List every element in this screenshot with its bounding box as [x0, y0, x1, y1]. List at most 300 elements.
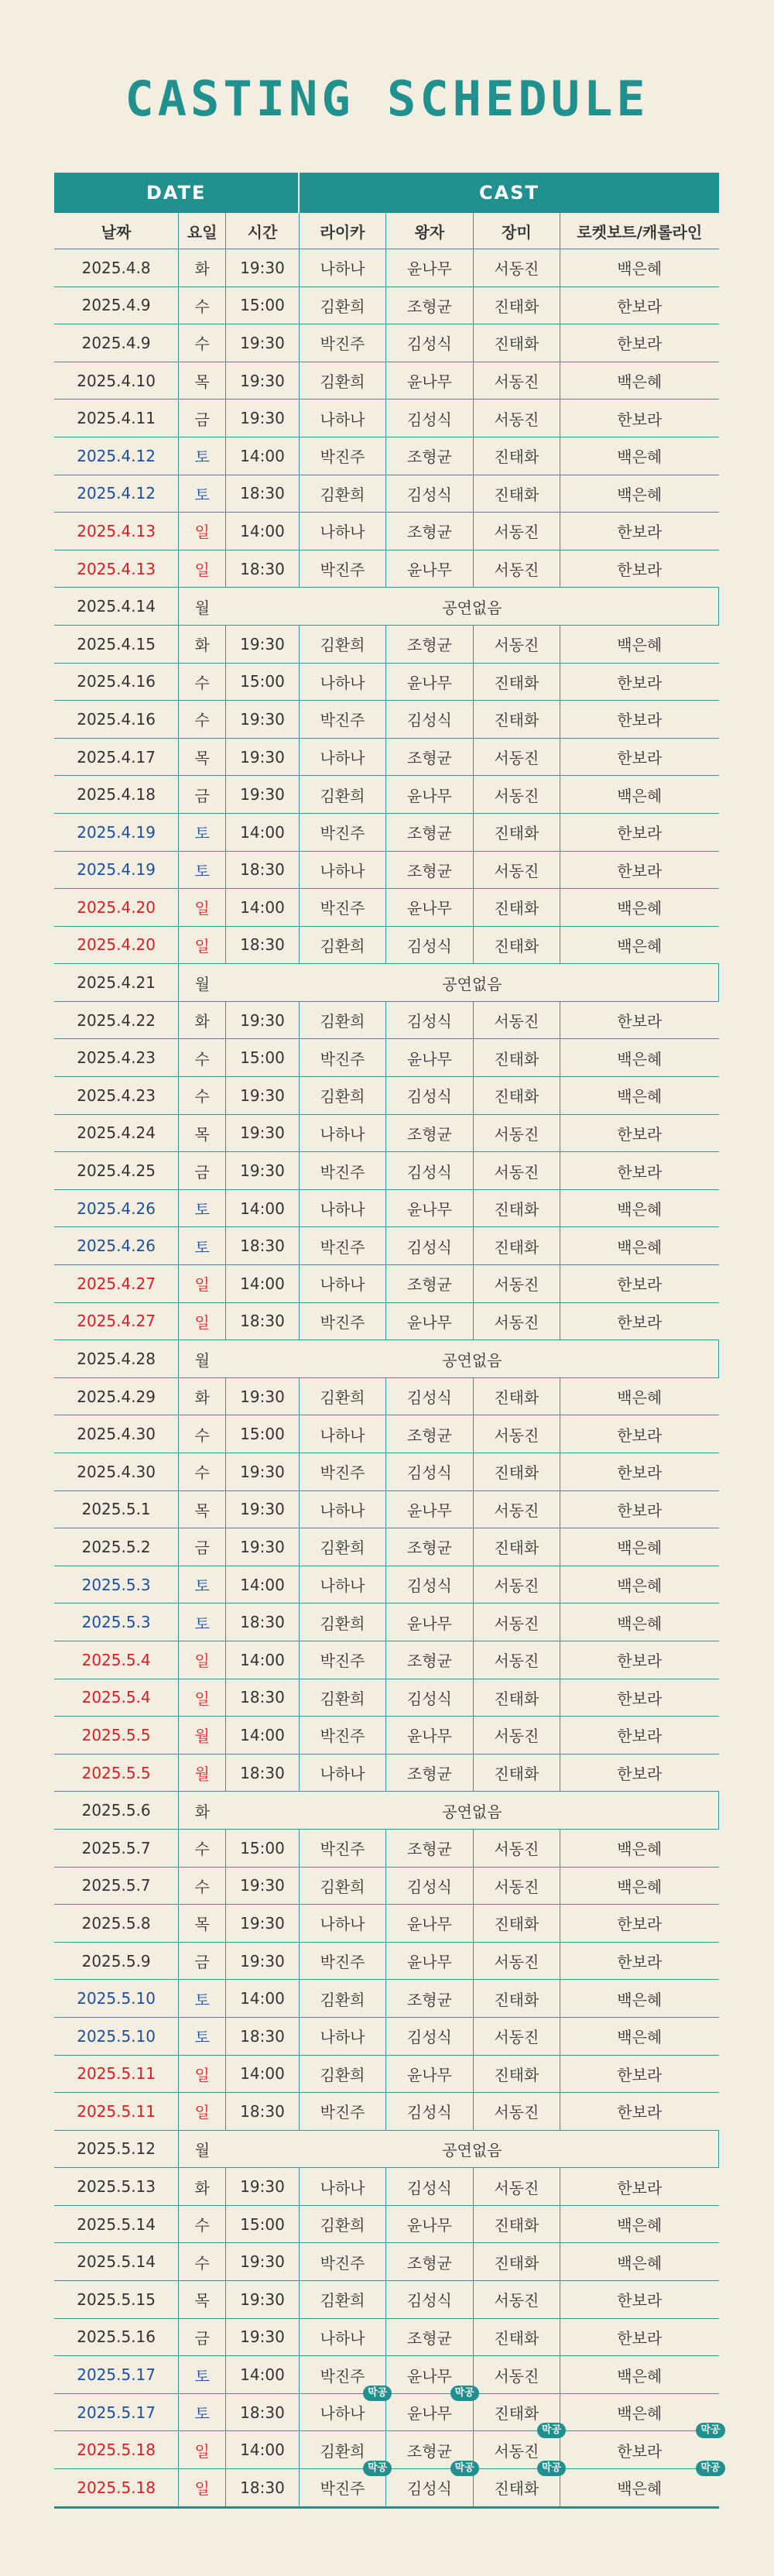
- day-cell: 일: [179, 513, 226, 551]
- cast-name: 서동진: [494, 1877, 539, 1896]
- time-cell: 19:30: [226, 2281, 300, 2319]
- cast-name: 나하나: [320, 2404, 365, 2423]
- final-show-badge: 막공: [696, 2461, 724, 2476]
- cast-cell-laika: [299, 1039, 385, 1077]
- time-cell: 19:30: [226, 400, 300, 437]
- cast-name: 김성식: [406, 711, 452, 730]
- cast-name: 박진주: [320, 448, 365, 467]
- cast-name: 나하나: [320, 2028, 365, 2047]
- schedule-row: [54, 1641, 719, 1679]
- cast-cell-rose: [473, 550, 560, 588]
- cast-name: 백은혜: [617, 1087, 663, 1106]
- cast-cell-laika: [299, 2093, 385, 2131]
- day-cell: 일: [179, 2431, 226, 2469]
- cast-name: 진태화: [494, 2404, 539, 2423]
- time-cell: 18:30: [226, 550, 300, 588]
- cast-name: 김환희: [320, 1877, 365, 1896]
- cast-name: 박진주: [320, 2253, 365, 2272]
- date-cell: 2025.5.3: [54, 1604, 179, 1641]
- date-cell: 2025.4.13: [54, 550, 179, 588]
- cast-cell-prince: [386, 1528, 473, 1566]
- cast-name: 박진주: [320, 334, 365, 354]
- cast-name: 박진주: [320, 1463, 365, 1483]
- date-cell: 2025.5.13: [54, 2168, 179, 2206]
- date-cell: 2025.5.12: [54, 2130, 179, 2168]
- cast-name: 백은혜: [617, 2479, 663, 2499]
- cast-cell-rose: [473, 1490, 560, 1528]
- cast-cell-rocketboat-caroline: [560, 2017, 719, 2055]
- day-cell: 금: [179, 1942, 226, 1980]
- cast-name: 윤나무: [406, 2366, 452, 2386]
- cast-cell-rose: [473, 1415, 560, 1453]
- cast-cell-laika: [299, 2243, 385, 2281]
- schedule-row: [54, 362, 719, 400]
- day-cell: 수: [179, 663, 226, 701]
- date-cell: 2025.5.18: [54, 2469, 179, 2508]
- cast-cell-rose: [473, 249, 560, 287]
- date-cell: 2025.5.3: [54, 1566, 179, 1604]
- no-show-cell: 공연없음: [226, 588, 719, 626]
- cast-name: 한보라: [617, 673, 663, 692]
- no-show-cell: 공연없음: [226, 1340, 719, 1378]
- cast-name: 김성식: [406, 1463, 452, 1483]
- cast-cell-rocketboat-caroline: [560, 2281, 719, 2319]
- cast-name: 나하나: [320, 1765, 365, 1784]
- cast-cell-rocketboat-caroline: [560, 1152, 719, 1190]
- cast-name: 백은혜: [617, 2216, 663, 2235]
- cast-name: 조형균: [406, 1990, 452, 2009]
- date-cell: 2025.4.19: [54, 813, 179, 851]
- cast-name: 윤나무: [406, 2404, 452, 2423]
- cast-name: 서동진: [494, 1953, 539, 1972]
- day-cell: 월: [179, 588, 226, 626]
- cast-cell-rose: [473, 1717, 560, 1754]
- day-cell: 수: [179, 1829, 226, 1867]
- cast-name: 진태화: [494, 448, 539, 467]
- cast-cell-laika: [299, 1189, 385, 1227]
- day-cell: 일: [179, 2093, 226, 2131]
- cast-name: 서동진: [494, 1652, 539, 1671]
- cast-name: 백은혜: [617, 1200, 663, 1219]
- cast-cell-rose: [473, 1905, 560, 1943]
- cast-cell-laika: [299, 1077, 385, 1115]
- schedule-row: [54, 2318, 719, 2356]
- final-show-badge: 막공: [537, 2423, 566, 2438]
- schedule-row: [54, 1604, 719, 1641]
- date-cell: 2025.4.26: [54, 1227, 179, 1265]
- cast-name: 한보라: [617, 1312, 663, 1332]
- schedule-row: [54, 1942, 719, 1980]
- cast-name: 윤나무: [406, 1200, 452, 1219]
- cast-name: 백은혜: [617, 1538, 663, 1558]
- cast-name: 김환희: [320, 297, 365, 316]
- cast-cell-rose: [473, 1001, 560, 1039]
- cast-cell-rose: [473, 1829, 560, 1867]
- cast-name: 나하나: [320, 1576, 365, 1596]
- day-cell: 토: [179, 437, 226, 475]
- cast-name: 김성식: [406, 1012, 452, 1031]
- cast-name: 조형균: [406, 749, 452, 768]
- day-cell: 토: [179, 1604, 226, 1641]
- schedule-row: [54, 1717, 719, 1754]
- cast-name: 김성식: [406, 2103, 452, 2122]
- cast-name: 윤나무: [406, 1953, 452, 1972]
- cast-name: 윤나무: [406, 372, 452, 392]
- time-cell: 19:30: [226, 1490, 300, 1528]
- cast-name: 진태화: [494, 1990, 539, 2009]
- schedule-row: [54, 324, 719, 362]
- cast-name: 진태화: [494, 1237, 539, 1257]
- cast-name: 김성식: [406, 2178, 452, 2197]
- schedule-row: [54, 1867, 719, 1905]
- date-cell: 2025.4.12: [54, 475, 179, 513]
- cast-name: 윤나무: [406, 1915, 452, 1934]
- cast-name: 서동진: [494, 2178, 539, 2197]
- date-cell: 2025.4.16: [54, 701, 179, 739]
- cast-name: 김환희: [320, 936, 365, 955]
- schedule-row: [54, 1302, 719, 1340]
- cast-cell-laika: [299, 324, 385, 362]
- cast-name: 조형균: [406, 1652, 452, 1671]
- date-cell: 2025.5.15: [54, 2281, 179, 2319]
- date-cell: 2025.4.13: [54, 513, 179, 551]
- cast-name: 박진주: [320, 1049, 365, 1068]
- cast-name: 백은혜: [617, 1840, 663, 1859]
- cast-cell-prince: [386, 1679, 473, 1717]
- time-cell: 19:30: [226, 1152, 300, 1190]
- cast-cell-prince: [386, 1641, 473, 1679]
- column-header-laika: 라이카: [299, 213, 385, 249]
- time-cell: 18:30: [226, 926, 300, 964]
- time-cell: 19:30: [226, 2168, 300, 2206]
- cast-name: 나하나: [320, 523, 365, 542]
- cast-cell-prince: [386, 550, 473, 588]
- cast-cell-prince: [386, 851, 473, 889]
- schedule-row: [54, 286, 719, 324]
- cast-name: 조형균: [406, 2441, 452, 2461]
- cast-name: 김환희: [320, 372, 365, 392]
- cast-name: 진태화: [494, 1049, 539, 1068]
- cast-cell-prince: [386, 1377, 473, 1415]
- day-cell: 금: [179, 1528, 226, 1566]
- cast-name: 나하나: [320, 1915, 365, 1934]
- schedule-row: [54, 1754, 719, 1792]
- time-cell: 14:00: [226, 813, 300, 851]
- cast-cell-laika: [299, 926, 385, 964]
- schedule-row: [54, 776, 719, 814]
- cast-name: 김성식: [406, 2291, 452, 2310]
- cast-cell-rocketboat-caroline: [560, 1754, 719, 1792]
- final-show-badge: 막공: [537, 2461, 566, 2476]
- cast-cell-prince: [386, 2386, 474, 2431]
- cast-cell-rose: [473, 437, 560, 475]
- date-cell: 2025.4.8: [54, 249, 179, 287]
- day-cell: 수: [179, 286, 226, 324]
- day-cell: 수: [179, 1039, 226, 1077]
- date-cell: 2025.5.5: [54, 1754, 179, 1792]
- cast-name: 김성식: [406, 936, 452, 955]
- day-cell: 토: [179, 1189, 226, 1227]
- cast-cell-rocketboat-caroline: [560, 362, 719, 400]
- date-cell: 2025.5.11: [54, 2055, 179, 2093]
- cast-name: 백은혜: [617, 485, 663, 504]
- cast-name: 윤나무: [406, 2216, 452, 2235]
- day-cell: 일: [179, 550, 226, 588]
- cast-name: 조형균: [406, 1765, 452, 1784]
- cast-name: 나하나: [320, 861, 365, 880]
- time-cell: 15:00: [226, 1829, 300, 1867]
- date-cell: 2025.4.21: [54, 964, 179, 1002]
- time-cell: 19:30: [226, 324, 300, 362]
- column-header-day: 요일: [179, 213, 226, 249]
- schedule-row: [54, 663, 719, 701]
- cast-cell-laika: [299, 1905, 385, 1943]
- cast-name: 서동진: [494, 2291, 539, 2310]
- cast-cell-rocketboat-caroline: [560, 400, 719, 437]
- day-cell: 목: [179, 1905, 226, 1943]
- no-show-cell: 공연없음: [226, 1792, 719, 1830]
- date-cell: 2025.4.18: [54, 776, 179, 814]
- cast-cell-rocketboat-caroline: [560, 1829, 719, 1867]
- cast-name: 백은혜: [617, 448, 663, 467]
- cast-name: 나하나: [320, 1200, 365, 1219]
- schedule-row: [54, 964, 719, 1002]
- cast-cell-prince: [386, 437, 473, 475]
- cast-name: 나하나: [320, 410, 365, 429]
- cast-cell-rocketboat-caroline: [560, 324, 719, 362]
- time-cell: 15:00: [226, 2205, 300, 2243]
- schedule-row: [54, 2130, 719, 2168]
- cast-name: 윤나무: [406, 673, 452, 692]
- schedule-row: [54, 550, 719, 588]
- schedule-row: [54, 926, 719, 964]
- schedule-row: [54, 249, 719, 287]
- date-cell: 2025.4.25: [54, 1152, 179, 1190]
- cast-cell-rocketboat-caroline: [560, 663, 719, 701]
- cast-cell-laika: [299, 1980, 385, 2018]
- cast-cell-laika: [299, 851, 385, 889]
- column-header-date: 날짜: [54, 213, 179, 249]
- day-cell: 목: [179, 1490, 226, 1528]
- day-cell: 월: [179, 1340, 226, 1378]
- time-cell: 18:30: [226, 475, 300, 513]
- cast-name: 백은혜: [617, 1049, 663, 1068]
- day-cell: 월: [179, 1754, 226, 1792]
- cast-name: 김환희: [320, 1012, 365, 1031]
- day-cell: 목: [179, 2281, 226, 2319]
- cast-cell-laika: [299, 738, 385, 776]
- cast-cell-prince: [386, 2168, 473, 2206]
- cast-name: 김성식: [406, 1087, 452, 1106]
- cast-name: 서동진: [494, 1576, 539, 1596]
- cast-name: 김성식: [406, 2479, 452, 2499]
- cast-name: 백은혜: [617, 2404, 663, 2423]
- date-cell: 2025.5.7: [54, 1867, 179, 1905]
- cast-cell-prince: [386, 1942, 473, 1980]
- cast-name: 박진주: [320, 1840, 365, 1859]
- time-cell: 19:30: [226, 1114, 300, 1152]
- day-cell: 월: [179, 2130, 226, 2168]
- cast-name: 서동진: [494, 2028, 539, 2047]
- cast-cell-laika: [299, 2386, 388, 2431]
- cast-name: 진태화: [494, 2253, 539, 2272]
- cast-name: 백은혜: [617, 786, 663, 805]
- date-cell: 2025.4.30: [54, 1453, 179, 1491]
- date-cell: 2025.5.8: [54, 1905, 179, 1943]
- cast-cell-laika: [299, 2055, 385, 2093]
- time-cell: 15:00: [226, 1415, 300, 1453]
- cast-name: 진태화: [494, 899, 539, 918]
- time-cell: 19:30: [226, 1453, 300, 1491]
- day-cell: 토: [179, 2393, 226, 2431]
- cast-name: 한보라: [617, 2103, 663, 2122]
- cast-name: 김환희: [320, 1614, 365, 1633]
- cast-cell-prince: [386, 1980, 473, 2018]
- cast-name: 김환희: [320, 636, 365, 655]
- cast-name: 조형균: [406, 523, 452, 542]
- cast-cell-prince: [386, 1227, 473, 1265]
- cast-name: 한보라: [617, 1463, 663, 1483]
- cast-name: 진태화: [494, 2216, 539, 2235]
- schedule-row: [54, 2243, 719, 2281]
- day-cell: 금: [179, 2318, 226, 2356]
- cast-cell-rocketboat-caroline: [560, 1980, 719, 2018]
- date-cell: 2025.4.27: [54, 1302, 179, 1340]
- cast-cell-rose: [473, 889, 560, 927]
- cast-name: 한보라: [617, 410, 663, 429]
- date-cell: 2025.5.14: [54, 2205, 179, 2243]
- cast-cell-laika: [299, 1152, 385, 1190]
- cast-cell-laika: [299, 2168, 385, 2206]
- cast-name: 한보라: [617, 711, 663, 730]
- cast-name: 한보라: [617, 2441, 663, 2461]
- day-cell: 토: [179, 2356, 226, 2394]
- cast-cell-rose: [473, 625, 560, 663]
- cast-cell-rocketboat-caroline: [560, 2243, 719, 2281]
- cast-cell-rocketboat-caroline: [560, 1265, 719, 1303]
- date-cell: 2025.4.9: [54, 286, 179, 324]
- cast-cell-laika: [299, 513, 385, 551]
- cast-cell-laika: [299, 1641, 385, 1679]
- schedule-row: [54, 1114, 719, 1152]
- date-cell: 2025.5.4: [54, 1641, 179, 1679]
- time-cell: 19:30: [226, 1905, 300, 1943]
- cast-cell-laika: [299, 1001, 385, 1039]
- cast-cell-rocketboat-caroline: [560, 513, 719, 551]
- cast-cell-prince: [386, 701, 473, 739]
- cast-name: 서동진: [494, 636, 539, 655]
- cast-cell-laika: [299, 1942, 385, 1980]
- cast-cell-rose: [473, 663, 560, 701]
- cast-name: 한보라: [617, 861, 663, 880]
- cast-name: 한보라: [617, 523, 663, 542]
- cast-cell-rocketboat-caroline: [560, 738, 719, 776]
- cast-cell-prince: [386, 2093, 473, 2131]
- cast-name: 조형균: [406, 1538, 452, 1558]
- time-cell: 19:30: [226, 2243, 300, 2281]
- schedule-row: [54, 513, 719, 551]
- date-cell: 2025.4.20: [54, 926, 179, 964]
- cast-cell-rose: [473, 1227, 560, 1265]
- time-cell: 14:00: [226, 2431, 300, 2469]
- cast-cell-rose: [473, 1604, 560, 1641]
- cast-name: 조형균: [406, 861, 452, 880]
- schedule-row: [54, 1039, 719, 1077]
- time-cell: 14:00: [226, 1566, 300, 1604]
- date-cell: 2025.5.2: [54, 1528, 179, 1566]
- day-cell: 수: [179, 324, 226, 362]
- cast-cell-rocketboat-caroline: [560, 550, 719, 588]
- date-cell: 2025.4.29: [54, 1377, 179, 1415]
- cast-name: 한보라: [617, 2328, 663, 2348]
- cast-cell-prince: [386, 1265, 473, 1303]
- cast-name: 나하나: [320, 2178, 365, 2197]
- cast-name: 윤나무: [406, 899, 452, 918]
- time-cell: 19:30: [226, 738, 300, 776]
- cast-name: 김성식: [406, 1388, 452, 1408]
- cast-name: 김성식: [406, 1237, 452, 1257]
- cast-name: 박진주: [320, 561, 365, 580]
- date-cell: 2025.5.10: [54, 2017, 179, 2055]
- cast-cell-rose: [473, 2205, 560, 2243]
- cast-name: 김환희: [320, 1388, 365, 1408]
- cast-name: 김성식: [406, 1162, 452, 1182]
- cast-name: 김성식: [406, 410, 452, 429]
- cast-cell-prince: [386, 286, 473, 324]
- date-cell: 2025.4.23: [54, 1039, 179, 1077]
- cast-cell-prince: [386, 2243, 473, 2281]
- cast-cell-rose: [473, 2055, 560, 2093]
- cast-cell-rose: [473, 738, 560, 776]
- cast-name: 김성식: [406, 485, 452, 504]
- cast-cell-rose: [473, 1114, 560, 1152]
- cast-name: 서동진: [494, 372, 539, 392]
- cast-cell-rose: [473, 2168, 560, 2206]
- cast-cell-prince: [386, 738, 473, 776]
- time-cell: 15:00: [226, 1039, 300, 1077]
- cast-cell-prince: [386, 1152, 473, 1190]
- cast-name: 한보라: [617, 1915, 663, 1934]
- cast-name: 서동진: [494, 1840, 539, 1859]
- cast-name: 백은혜: [617, 1576, 663, 1596]
- cast-name: 서동진: [494, 1275, 539, 1295]
- cast-cell-laika: [299, 1528, 385, 1566]
- time-cell: 18:30: [226, 1754, 300, 1792]
- cast-name: 윤나무: [406, 1312, 452, 1332]
- schedule-row: [54, 1152, 719, 1190]
- cast-cell-rocketboat-caroline: [560, 1528, 719, 1566]
- cast-cell-rocketboat-caroline: [560, 1114, 719, 1152]
- schedule-row: [54, 701, 719, 739]
- cast-name: 한보라: [617, 2291, 663, 2310]
- day-cell: 토: [179, 475, 226, 513]
- cast-name: 한보라: [617, 1162, 663, 1182]
- cast-cell-prince: [386, 1566, 473, 1604]
- cast-name: 진태화: [494, 1087, 539, 1106]
- cast-name: 박진주: [320, 1652, 365, 1671]
- time-cell: 14:00: [226, 1265, 300, 1303]
- cast-cell-rocketboat-caroline: [560, 1490, 719, 1528]
- date-cell: 2025.5.11: [54, 2093, 179, 2131]
- cast-name: 진태화: [494, 2328, 539, 2348]
- cast-name: 한보라: [617, 1275, 663, 1295]
- cast-name: 백은혜: [617, 1237, 663, 1257]
- date-cell: 2025.4.28: [54, 1340, 179, 1378]
- cast-name: 조형균: [406, 448, 452, 467]
- cast-name: 윤나무: [406, 2065, 452, 2084]
- cast-name: 김환희: [320, 1990, 365, 2009]
- day-cell: 화: [179, 625, 226, 663]
